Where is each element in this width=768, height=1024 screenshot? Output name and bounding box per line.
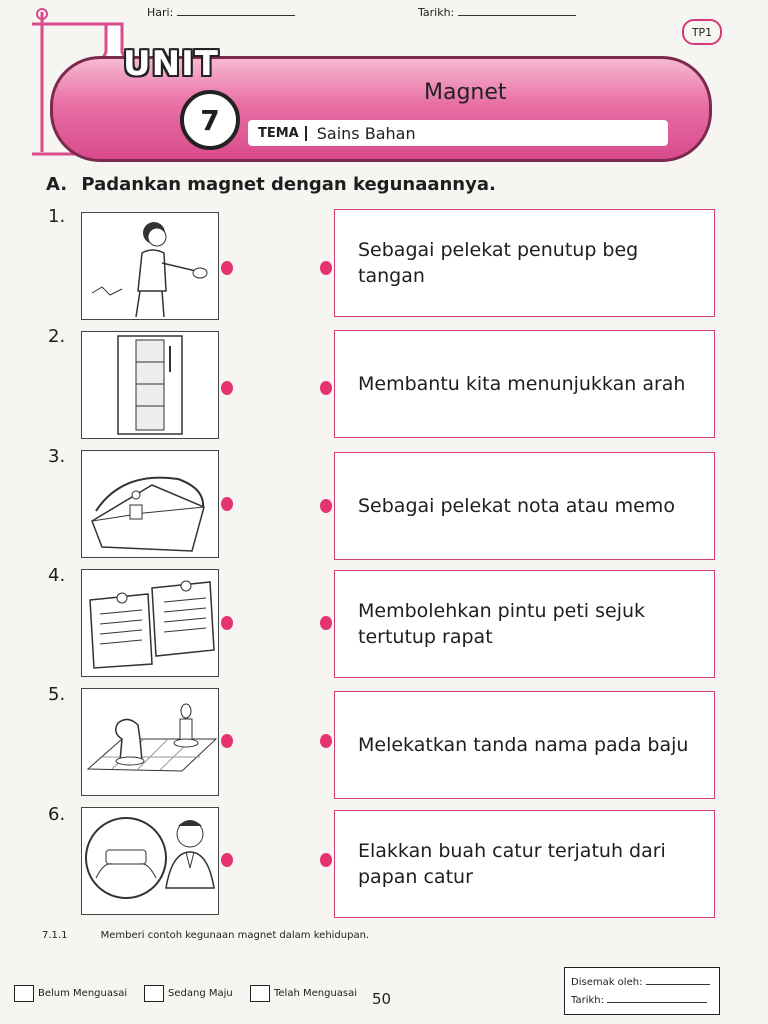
date-blank[interactable] bbox=[607, 1002, 707, 1003]
legend-label: Telah Menguasai bbox=[274, 988, 358, 999]
use-box: Sebagai pelekat penutup beg tangan bbox=[334, 209, 715, 317]
notes-on-board-image bbox=[81, 569, 219, 677]
chess-pieces-image bbox=[81, 688, 219, 796]
legend-label: Sedang Maju bbox=[168, 988, 233, 999]
tp-badge: TP1 bbox=[682, 19, 722, 45]
match-dot-right[interactable] bbox=[320, 616, 332, 630]
tarikh-blank[interactable] bbox=[458, 15, 576, 16]
tarikh-field bbox=[418, 6, 576, 19]
hari-label: Hari: bbox=[147, 6, 174, 19]
use-box: Sebagai pelekat nota atau memo bbox=[334, 452, 715, 560]
hari-field bbox=[147, 6, 295, 19]
section-instruction bbox=[46, 174, 496, 195]
unit-label: UNIT bbox=[123, 44, 219, 84]
match-dot-right[interactable] bbox=[320, 853, 332, 867]
item-number: 2. bbox=[48, 326, 66, 347]
checked-by-row bbox=[571, 977, 710, 988]
standard-text: Memberi contoh kegunaan magnet dalam kehidupan. bbox=[100, 930, 370, 941]
match-dot-right[interactable] bbox=[320, 261, 332, 275]
hari-blank[interactable] bbox=[177, 15, 295, 16]
match-dot-left[interactable] bbox=[221, 616, 233, 630]
checkbox[interactable] bbox=[250, 985, 270, 1002]
checkbox[interactable] bbox=[144, 985, 164, 1002]
standard-code: 7.1.1 bbox=[42, 930, 68, 941]
match-dot-left[interactable] bbox=[221, 381, 233, 395]
use-box: Elakkan buah catur terjatuh dari papan catur bbox=[334, 810, 715, 918]
man-with-name-tag-image bbox=[81, 807, 219, 915]
unit-title: Magnet bbox=[424, 80, 507, 105]
item-number: 3. bbox=[48, 446, 66, 467]
section-letter: A. bbox=[46, 174, 68, 195]
section-text: Padankan magnet dengan kegunaannya. bbox=[81, 174, 496, 195]
match-dot-left[interactable] bbox=[221, 261, 233, 275]
boy-holding-compass-image bbox=[81, 212, 219, 320]
match-dot-left[interactable] bbox=[221, 497, 233, 511]
checkbox[interactable] bbox=[14, 985, 34, 1002]
legend-item[interactable] bbox=[250, 985, 357, 1002]
match-dot-left[interactable] bbox=[221, 853, 233, 867]
tema-value: Sains Bahan bbox=[316, 123, 416, 143]
match-dot-right[interactable] bbox=[320, 499, 332, 513]
legend-label: Belum Menguasai bbox=[38, 988, 128, 999]
date-row bbox=[571, 995, 707, 1006]
checked-by-box bbox=[564, 967, 720, 1015]
use-box: Membantu kita menunjukkan arah bbox=[334, 330, 715, 438]
item-number: 1. bbox=[48, 206, 66, 227]
refrigerator-image bbox=[81, 331, 219, 439]
tema-bar bbox=[248, 120, 668, 146]
match-dot-right[interactable] bbox=[320, 381, 332, 395]
use-box: Membolehkan pintu peti sejuk tertutup rapat bbox=[334, 570, 715, 678]
checked-by-label: Disemak oleh: bbox=[571, 977, 643, 988]
checked-by-blank[interactable] bbox=[646, 984, 710, 985]
item-number: 6. bbox=[48, 804, 66, 825]
match-dot-right[interactable] bbox=[320, 734, 332, 748]
learning-standard bbox=[42, 930, 399, 941]
use-box: Melekatkan tanda nama pada baju bbox=[334, 691, 715, 799]
legend-item[interactable] bbox=[144, 985, 233, 1002]
page-number: 50 bbox=[372, 990, 392, 1008]
legend-item[interactable] bbox=[14, 985, 127, 1002]
handbag-image bbox=[81, 450, 219, 558]
unit-number: 7 bbox=[180, 90, 240, 150]
match-dot-left[interactable] bbox=[221, 734, 233, 748]
date-label: Tarikh: bbox=[571, 995, 604, 1006]
tarikh-label: Tarikh: bbox=[418, 6, 455, 19]
tema-label: TEMA bbox=[252, 126, 307, 141]
item-number: 5. bbox=[48, 684, 66, 705]
item-number: 4. bbox=[48, 565, 66, 586]
